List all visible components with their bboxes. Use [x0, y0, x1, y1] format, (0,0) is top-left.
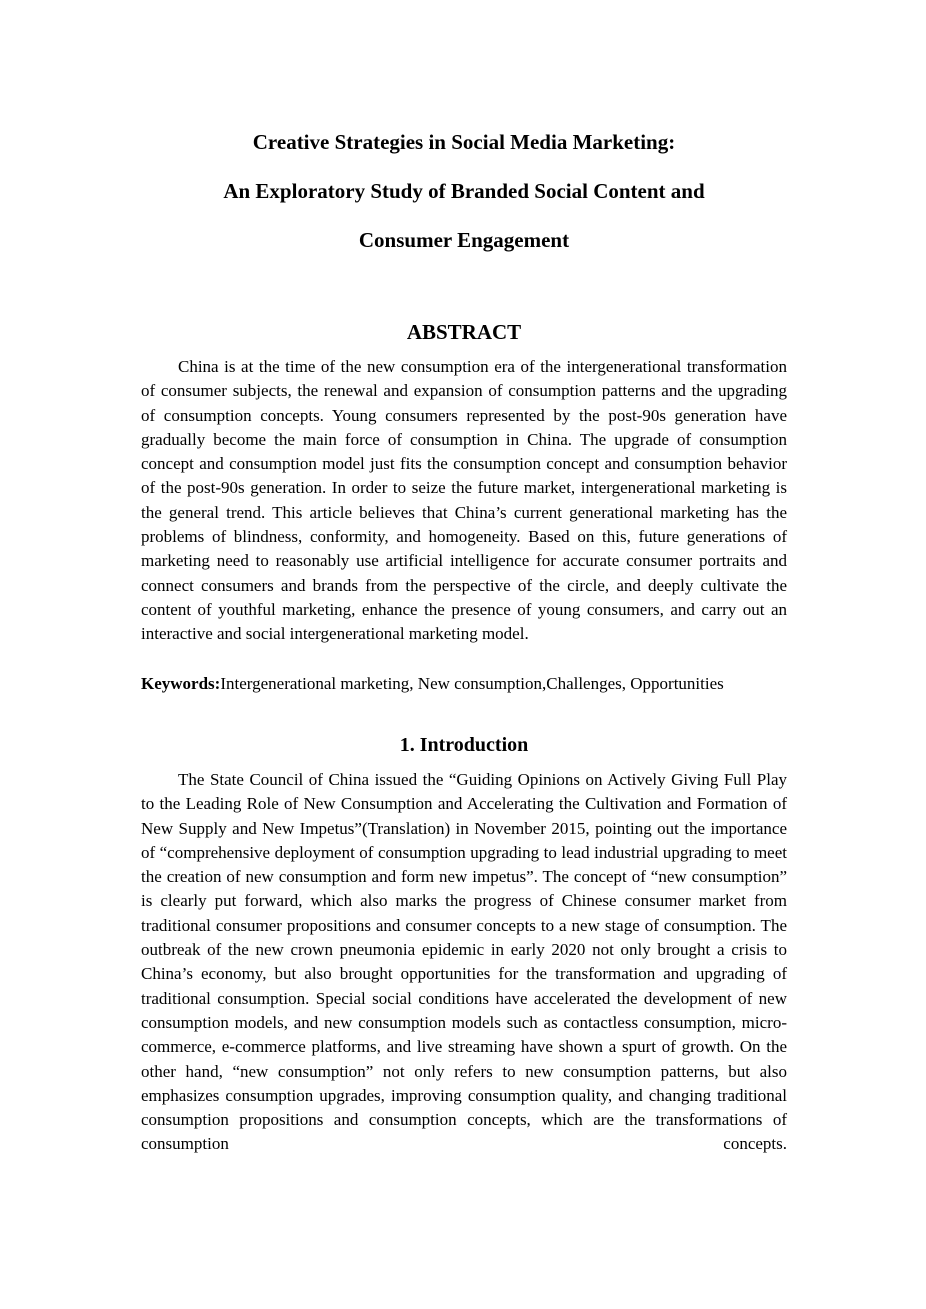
- title-line-1: Creative Strategies in Social Media Marketing:: [252, 130, 676, 154]
- keywords-line: [141, 672, 787, 696]
- title-line-2: An Exploratory Study of Branded Social Content and: [223, 179, 705, 203]
- abstract-heading: ABSTRACT: [406, 320, 522, 344]
- introduction-body: The State Council of China issued the “Guiding Opinions on Actively Giving Full Play to the Leading Role of New Consumption and Accelerating the Cultivation and Formation of New Supply and New Impetus”(Translation) in November 2015, pointing out the importance of “comprehensive deployment of consumption upgrading to lead industrial upgrading to meet the creation of new consumption and form new impetus”. The concept of “new consumption” is clearly put forward, which also marks the progress of Chinese consumer market from traditional consumer propositions and consumer concepts to a new stage of consumption. The outbreak of the new crown pneumonia epidemic in early 2020 not only brought a crisis to China’s economy, but also brought opportunities for the transformation and upgrading of traditional consumption. Special social conditions have accelerated the development of new consumption models, and new consumption models such as contactless consumption, micro-commerce, e-commerce platforms, and live streaming have shown a spurt of growth. On the other hand, “new consumption” not only refers to new consumption patterns, but also emphasizes consumption upgrades, improving consumption quality, and changing traditional consumption propositions and consumption concepts, which are the transformations of consumption concepts.: [141, 770, 787, 1154]
- abstract-body: China is at the time of the new consumption era of the intergenerational transformation of consumer subjects, the renewal and expansion of consumption patterns and the upgrading of consumption concepts. Young consumers represented by the post-90s generation have gradually become the main force of consumption in China. The upgrade of consumption concept and consumption model just fits the consumption concept and consumption behavior of the post-90s generation. In order to seize the future market, intergenerational marketing is the general trend. This article believes that China’s current generational marketing has the problems of blindness, conformity, and homogeneity. Based on this, future generations of marketing need to reasonably use artificial intelligence for accurate consumer portraits and connect consumers and brands from the perspective of the circle, and deeply cultivate the content of youthful marketing, enhance the presence of young consumers, and carry out an interactive and social intergenerational marketing model.: [141, 357, 787, 644]
- title-line-3: Consumer Engagement: [358, 228, 570, 252]
- keywords-text: Intergenerational marketing, New consumption,Challenges, Opportunities: [220, 674, 724, 693]
- keywords-label: Keywords:: [141, 674, 221, 693]
- section-heading-introduction: 1. Introduction: [399, 734, 529, 756]
- paper-title: [141, 118, 787, 265]
